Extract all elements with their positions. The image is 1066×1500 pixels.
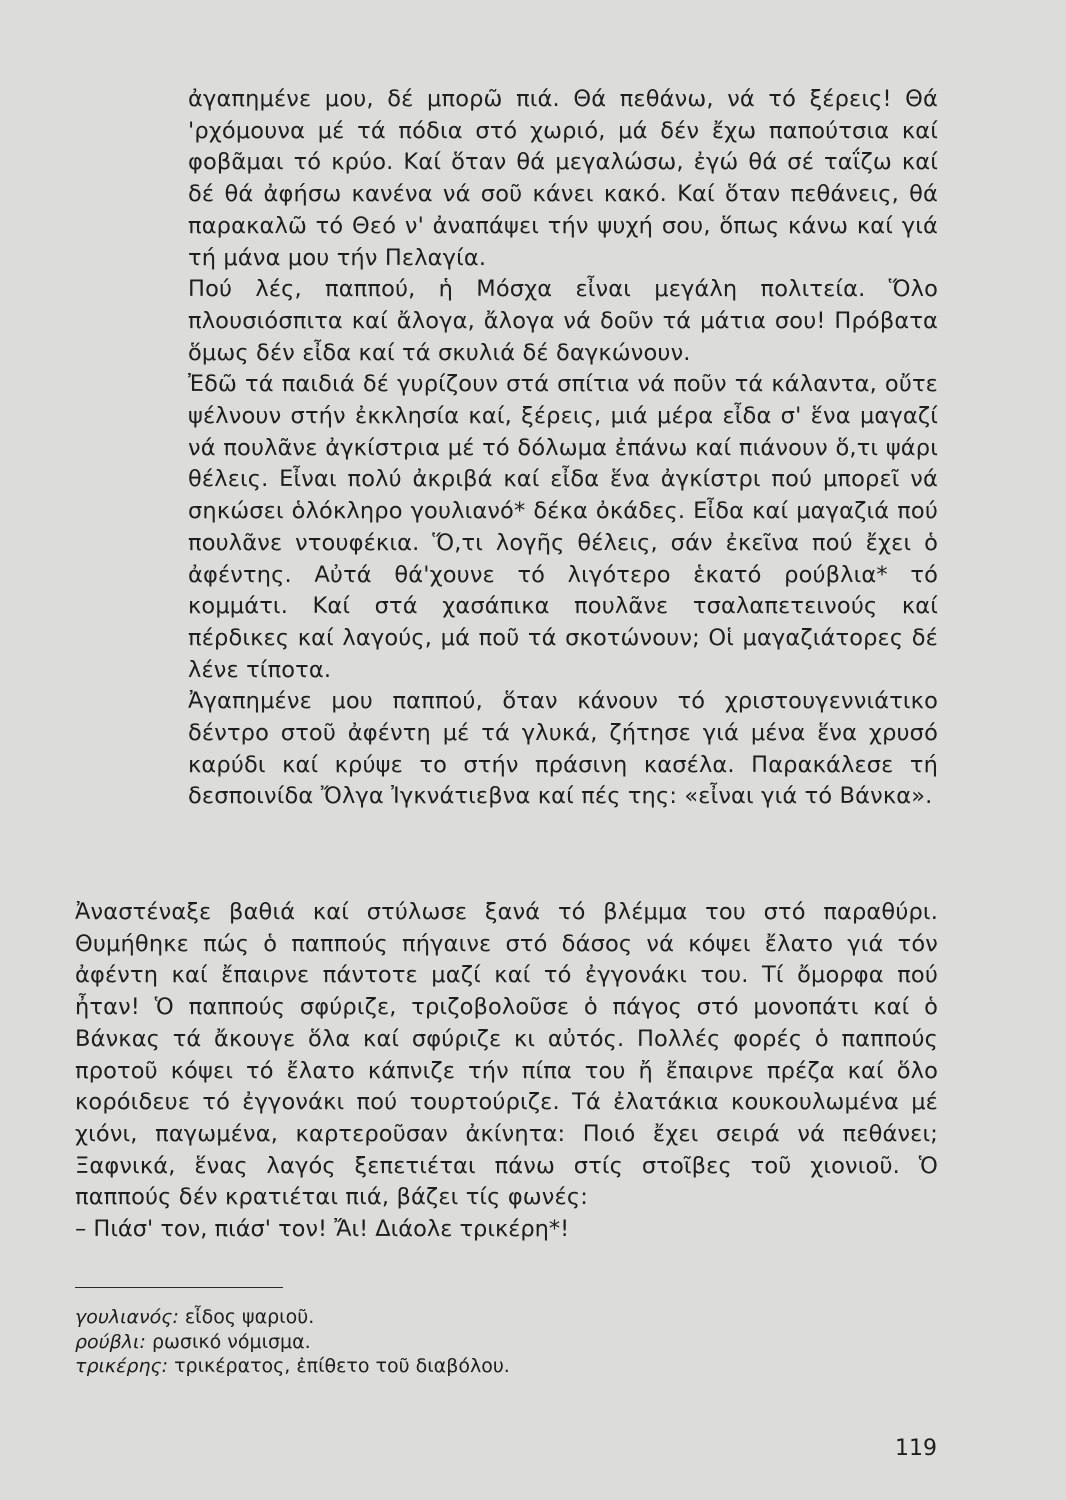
footnote (75, 1330, 775, 1355)
quote-paragraph: ἀγαπημένε μου, δέ μπορῶ πιά. Θά πεθάνω, νά τό ξέρεις! Θά 'ρχόμουνα μέ τά πόδια στό χωριό, μά δέν ἔχω παπούτσια καί φοβᾶμαι τό κρύο. Καί ὅταν θά μεγαλώσω, ἐγώ θά σέ ταΐζω καί δέ θά ἀφήσω κανένα νά σοῦ κάνει κακό. Καί ὅταν πεθάνεις, θά παρακαλῶ τό Θεό ν' ἀναπάψει τήν ψυχή σου, ὅπως κάνω καί γιά τή μάνα μου τήν Πελαγία. (188, 86, 938, 271)
footnote-definition: τρικέρατος, ἐπίθετο τοῦ διαβόλου. (174, 1355, 510, 1377)
quote-paragraph: Ἀγαπημένε μου παππού, ὅταν κάνουν τό χριστουγεννιάτικο δέντρο στοῦ ἀφέντη μέ τά γλυκά, ζήτησε γιά μένα ἕνα χρυσό καρύδι καί κρύψε το στήν πράσινη κασέλα. Παρακάλεσε τή δεσποινίδα Ὄλγα Ἰγκνάτιεβνα καί πές της: «εἶναι γιά τό Βάνκα». (188, 688, 938, 810)
narrative-paragraph: Ἀναστέναξε βαθιά καί στύλωσε ξανά τό βλέμμα του στό παραθύρι. Θυμήθηκε πώς ὁ παππούς πήγαινε στό δάσος νά κόψει ἔλατο γιά τόν ἀφέντη καί ἔπαιρνε πάντοτε μαζί καί τό ἐγγονάκι του. Τί ὄμορφα πού ἦταν! Ὁ παππούς σφύριζε, τριζοβολοῦσε ὁ πάγος στό μονοπάτι καί ὁ Βάνκας τά ἄκουγε ὅλα καί σφύριζε κι αὐτός. Πολλές φορές ὁ παππούς προτοῦ κόψει τό ἔλατο κάπνιζε τήν πίπα του ἤ ἔπαιρνε πρέζα καί ὅλο κορόιδευε τό ἐγγονάκι πού τουρτούριζε. Τά ἐλατάκια κουκουλωμένα μέ χιόνι, παγωμένα, καρτεροῦσαν ἀκίνητα: Ποιό ἔχει σειρά νά πεθάνει; Ξαφνικά, ἕνας λαγός ξεπετιέται πάνω στίς στοῖβες τοῦ χιονιοῦ. Ὁ παππούς δέν κρατιέται πιά, βάζει τίς φωνές: (75, 899, 938, 1211)
footnote (75, 1354, 775, 1379)
page-number: 119 (895, 1436, 937, 1461)
letter-quote-block (188, 84, 938, 813)
quote-paragraph: Ἐδῶ τά παιδιά δέ γυρίζουν στά σπίτια νά ποῦν τά κάλαντα, οὔτε ψέλνουν στήν ἐκκλησία καί, ξέρεις, μιά μέρα εἶδα σ' ἕνα μαγαζί νά πουλᾶνε ἀγκίστρια μέ τό δόλωμα ἐπάνω καί πιάνουν ὅ,τι ψάρι θέλεις. Εἶναι πολύ ἀκριβά καί εἶδα ἕνα ἀγκίστρι πού μπορεῖ νά σηκώσει ὁλόκληρο γουλιανό* δέκα ὀκάδες. Εἶδα καί μαγαζιά πού πουλᾶνε ντουφέκια. Ὅ,τι λογῆς θέλεις, σάν ἐκεῖνα πού ἔχει ὁ ἀφέντης. Αὐτά θά'χουνε τό λιγότερο ἑκατό ρούβλια* τό κομμάτι. Καί στά χασάπικα πουλᾶνε τσαλαπετεινούς καί πέρδικες καί λαγούς, μά ποῦ τά σκοτώνουν; Οἱ μαγαζιάτορες δέ λένε τίποτα. (188, 371, 938, 683)
dialogue-line: – Πιάσ' τον, πιάσ' τον! Ἄι! Διάολε τρικέρη*! (75, 1216, 570, 1243)
quote-paragraph: Πού λές, παππού, ἡ Μόσχα εἶναι μεγάλη πολιτεία. Ὅλο πλουσιόσπιτα καί ἄλογα, ἄλογα νά δοῦν τά μάτια σου! Πρόβατα ὅμως δέν εἶδα καί τά σκυλιά δέ δαγκώνουν. (188, 276, 938, 366)
footnote-term: ρούβλι: (75, 1330, 146, 1353)
footnote-term: τρικέρης: (75, 1355, 169, 1377)
footnote-term: γουλιανός: (75, 1306, 179, 1328)
footnotes (75, 1305, 775, 1379)
footnote-divider (75, 1287, 283, 1288)
footnote (75, 1305, 775, 1330)
footnote-definition: εἶδος ψαριοῦ. (184, 1306, 315, 1328)
narrative-block (75, 897, 938, 1246)
footnote-definition: ρωσικό νόμισμα. (151, 1330, 311, 1353)
